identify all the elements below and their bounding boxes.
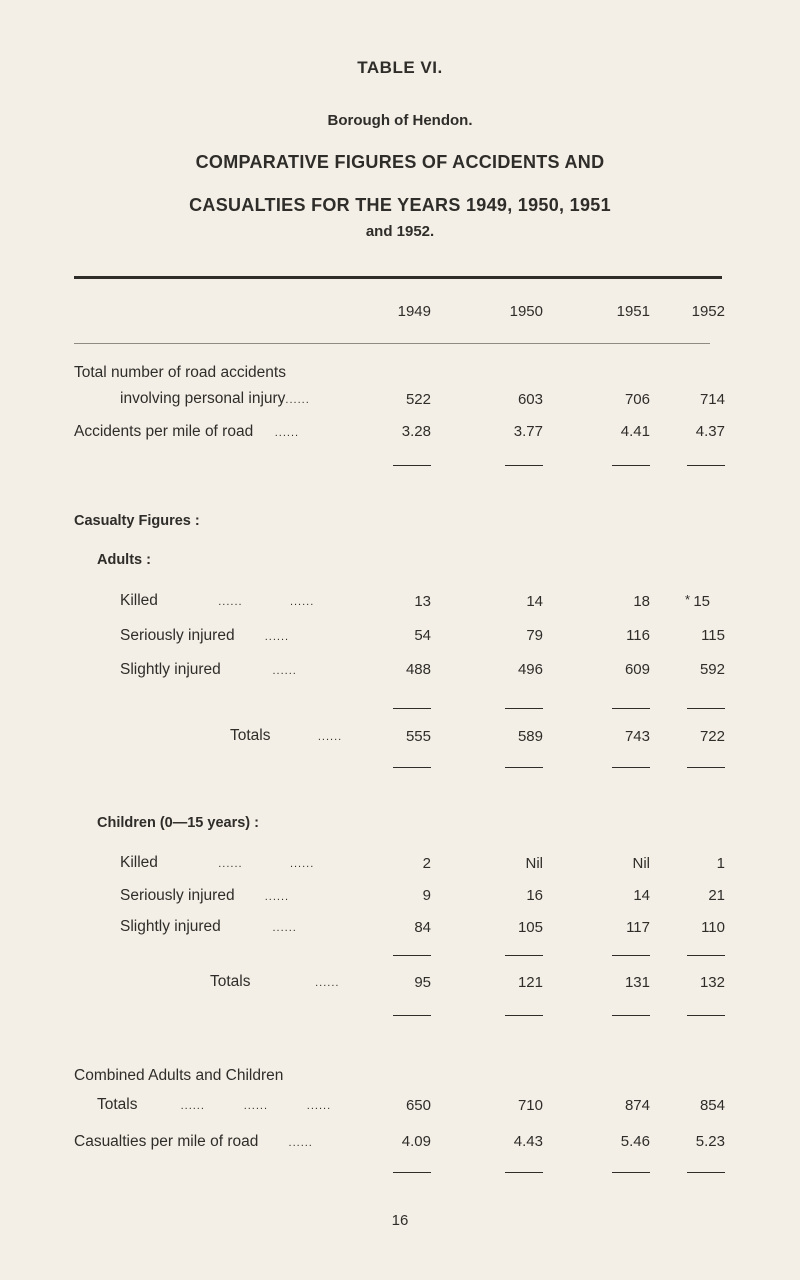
cell: 14 — [526, 593, 543, 610]
cell: 874 — [624, 1097, 650, 1114]
cell: 4.37 — [695, 423, 725, 440]
cell: 5.46 — [620, 1133, 650, 1150]
year-header-1951: 1951 — [616, 303, 650, 320]
section-adults: Adults : — [97, 552, 151, 568]
separator-dash — [612, 1172, 650, 1173]
cell: 9 — [422, 887, 431, 904]
cell: 592 — [699, 661, 725, 678]
separator-dash — [505, 1015, 543, 1016]
cell: 116 — [626, 627, 650, 644]
separator-dash — [393, 1172, 431, 1173]
cell: 706 — [624, 391, 650, 408]
row-label-children-killed: Killed ...... ...... — [120, 854, 315, 871]
cell: 2 — [422, 855, 431, 872]
cell: 854 — [699, 1097, 725, 1114]
year-header-1949: 1949 — [397, 303, 431, 320]
cell: 16 — [526, 887, 543, 904]
cell: 4.09 — [401, 1133, 431, 1150]
separator-dash — [687, 465, 725, 466]
separator-dash — [393, 465, 431, 466]
separator-dash — [687, 955, 725, 956]
cell: 1 — [716, 855, 725, 872]
cell: 714 — [699, 391, 725, 408]
separator-dash — [505, 767, 543, 768]
row-label-adults-slightly: Slightly injured ...... — [120, 661, 297, 678]
heading-line-2: CASUALTIES FOR THE YEARS 1949, 1950, 1951 — [189, 195, 611, 215]
separator-dash — [612, 1015, 650, 1016]
year-header-1950: 1950 — [509, 303, 543, 320]
cell: Nil — [632, 855, 650, 872]
cell: 115 — [701, 627, 725, 644]
row-label-combined: Combined Adults and Children — [74, 1067, 284, 1084]
row-label-adults-totals: Totals ...... — [230, 727, 343, 744]
cell: 79 — [526, 627, 543, 644]
cell: 131 — [624, 974, 650, 991]
cell: 14 — [633, 887, 650, 904]
row-label-total-accidents: Total number of road accidents — [74, 364, 286, 381]
cell: 13 — [414, 593, 431, 610]
cell: 603 — [517, 391, 543, 408]
separator-dash — [612, 955, 650, 956]
cell: 589 — [517, 728, 543, 745]
cell: 650 — [405, 1097, 431, 1114]
row-label-children-seriously: Seriously injured ...... — [120, 887, 290, 904]
row-label-accidents-per-mile: Accidents per mile of road ...... — [74, 423, 300, 440]
row-label-adults-killed: Killed ...... ...... — [120, 592, 315, 609]
separator-dash — [393, 767, 431, 768]
cell: 105 — [517, 919, 543, 936]
separator-dash — [393, 1015, 431, 1016]
cell: 522 — [405, 391, 431, 408]
cell: 54 — [414, 627, 431, 644]
cell: 488 — [405, 661, 431, 678]
cell: 3.28 — [401, 423, 431, 440]
cell: 496 — [517, 661, 543, 678]
cell: 110 — [701, 919, 725, 936]
cell: 609 — [624, 661, 650, 678]
separator-dash — [687, 1015, 725, 1016]
page-number: 16 — [391, 1212, 409, 1229]
cell: 5.23 — [695, 1133, 725, 1150]
cell: 743 — [624, 728, 650, 745]
cell: 4.43 — [513, 1133, 543, 1150]
cell: 95 — [414, 974, 431, 991]
cell: 21 — [708, 887, 725, 904]
separator-dash — [393, 708, 431, 709]
section-casualty-figures: Casualty Figures : — [74, 513, 200, 529]
separator-dash — [687, 1172, 725, 1173]
separator-dash — [505, 465, 543, 466]
header-rule — [74, 343, 710, 344]
separator-dash — [505, 1172, 543, 1173]
cell: 710 — [517, 1097, 543, 1114]
cell: 132 — [699, 974, 725, 991]
separator-dash — [612, 465, 650, 466]
separator-dash — [612, 708, 650, 709]
separator-dash — [505, 955, 543, 956]
cell: 555 — [405, 728, 431, 745]
cell: 18 — [633, 593, 650, 610]
table-title: TABLE VI. — [357, 58, 443, 77]
cell: Nil — [525, 855, 543, 872]
asterisk-mark: * — [685, 592, 691, 607]
separator-dash — [687, 767, 725, 768]
heading-line-1: COMPARATIVE FIGURES OF ACCIDENTS AND — [195, 152, 605, 172]
separator-dash — [612, 767, 650, 768]
row-label-children-totals: Totals ...... — [210, 973, 340, 990]
cell: 722 — [699, 728, 725, 745]
heading-line-3: and 1952. — [365, 223, 435, 240]
row-label-adults-seriously: Seriously injured ...... — [120, 627, 290, 644]
separator-dash — [687, 708, 725, 709]
top-rule — [74, 276, 722, 279]
cell: 117 — [626, 919, 650, 936]
row-label-combined-totals: Totals ...... ...... ...... — [97, 1096, 332, 1113]
cell: 3.77 — [513, 423, 543, 440]
row-label-total-accidents-2: involving personal injury...... — [120, 390, 310, 407]
separator-dash — [393, 955, 431, 956]
section-children: Children (0—15 years) : — [97, 815, 259, 831]
year-header-1952: 1952 — [691, 303, 725, 320]
cell: 121 — [517, 974, 543, 991]
cell: 4.41 — [620, 423, 650, 440]
cell: 84 — [414, 919, 431, 936]
row-label-casualties-per-mile: Casualties per mile of road ...... — [74, 1133, 313, 1150]
cell: 15 — [693, 593, 710, 610]
separator-dash — [505, 708, 543, 709]
row-label-children-slightly: Slightly injured ...... — [120, 918, 297, 935]
borough-subtitle: Borough of Hendon. — [327, 112, 473, 129]
